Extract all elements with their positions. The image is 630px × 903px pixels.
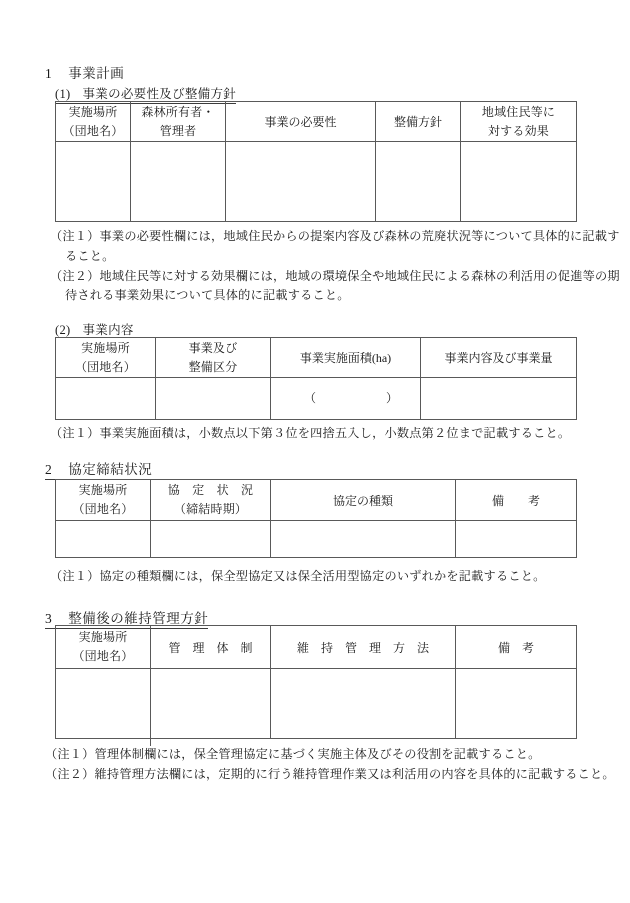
header-location-line1: 実施場所 bbox=[68, 104, 118, 119]
cell-local-resident-effect bbox=[461, 142, 577, 222]
cell-management-system bbox=[151, 669, 271, 739]
header-agreement-status-line2: （締結時期） bbox=[173, 502, 248, 516]
cell-agreement-type bbox=[271, 521, 456, 558]
cell-project-category bbox=[156, 378, 271, 420]
section-2-heading bbox=[45, 458, 152, 480]
maintenance-policy-table bbox=[55, 625, 577, 739]
subsection-1-2-number: (2) bbox=[55, 323, 71, 337]
header-local-resident-effect-line1: 地域住民等に bbox=[481, 104, 556, 119]
header-forest-owner-line1: 森林所有者・ bbox=[141, 104, 215, 119]
section-1-title: 事業計画 bbox=[68, 66, 125, 81]
header-location-line1: 実施場所 bbox=[78, 630, 128, 644]
notes-project-content bbox=[50, 424, 570, 444]
header-project-volume: 事業内容及び事業量 bbox=[421, 338, 577, 378]
header-location-line2: （団地名） bbox=[74, 359, 136, 374]
note-line: （注２）維持管理方法欄には，定期的に行う維持管理作業又は利活用の内容を具体的に記載すること。 bbox=[45, 766, 615, 781]
section-1-heading bbox=[45, 62, 124, 82]
header-local-resident-effect-line2: 対する効果 bbox=[487, 123, 549, 138]
header-agreement-type: 協定の種類 bbox=[271, 480, 456, 521]
note-line: 待される事業効果について具体的に記載すること。 bbox=[65, 288, 350, 303]
maintenance-policy-body-row bbox=[56, 669, 577, 739]
header-location-line1: 実施場所 bbox=[81, 340, 130, 355]
section-2-number: 2 bbox=[45, 462, 53, 477]
cell-improvement-policy bbox=[376, 142, 461, 222]
header-project-category-line1: 事業及び bbox=[188, 340, 238, 355]
cell-remarks bbox=[456, 521, 577, 558]
cell-location bbox=[56, 521, 151, 558]
agreement-status-header-row bbox=[56, 480, 577, 521]
subsection-1-1-title: 事業の必要性及び整備方針 bbox=[82, 87, 237, 101]
agreement-status-table bbox=[55, 479, 577, 558]
section-1-number: 1 bbox=[45, 66, 53, 81]
cell-location bbox=[56, 669, 151, 739]
necessity-policy-header-row bbox=[56, 102, 577, 142]
cell-forest-owner bbox=[131, 142, 226, 222]
note-line: （注１）事業の必要性欄には，地域住民からの提案内容及び森林の荒廃状況等について具体的に記載す bbox=[50, 229, 620, 243]
header-forest-owner bbox=[131, 102, 226, 142]
header-local-resident-effect bbox=[461, 102, 577, 142]
section-3-number: 3 bbox=[45, 611, 53, 626]
header-remarks: 備 考 bbox=[456, 480, 577, 521]
project-content-body-row bbox=[56, 378, 577, 420]
note-line: （注１）事業実施面積は，小数点以下第３位を四捨五入し，小数点第２位まで記載すること。 bbox=[50, 426, 571, 440]
cell-project-volume bbox=[421, 378, 577, 420]
subsection-1-1-number: (1) bbox=[55, 87, 71, 101]
note-line: （注２）地域住民等に対する効果欄には，地域の環境保全や地域住民による森林の利活用の促進等の期 bbox=[50, 268, 620, 283]
note-line: （注１）管理体制欄には，保全管理協定に基づく実施主体及びその役割を記載すること。 bbox=[45, 747, 541, 761]
header-agreement-status bbox=[151, 480, 271, 521]
note-line: ること。 bbox=[65, 248, 115, 263]
header-management-system: 管 理 体 制 bbox=[151, 626, 271, 669]
notes-agreement-status bbox=[50, 567, 546, 587]
header-remarks: 備 考 bbox=[456, 626, 577, 669]
header-location bbox=[56, 626, 151, 669]
notes-maintenance-policy bbox=[45, 745, 615, 785]
close-paren: ） bbox=[385, 390, 398, 405]
necessity-policy-table bbox=[55, 101, 577, 222]
header-project-category-line2: 整備区分 bbox=[188, 359, 238, 374]
notes-necessity-policy bbox=[50, 227, 620, 306]
project-content-table bbox=[55, 337, 577, 420]
header-maintenance-method: 維 持 管 理 方 法 bbox=[271, 626, 456, 669]
subsection-1-2-title: 事業内容 bbox=[82, 323, 134, 337]
cell-maintenance-method bbox=[271, 669, 456, 739]
header-project-category bbox=[156, 338, 271, 378]
cell-location bbox=[56, 378, 156, 420]
section-3-title: 整備後の維持管理方針 bbox=[68, 611, 209, 626]
maintenance-policy-header-row bbox=[56, 626, 577, 669]
header-project-area: 事業実施面積(ha) bbox=[271, 338, 421, 378]
subsection-1-2-heading bbox=[55, 320, 134, 338]
cell-project-necessity bbox=[226, 142, 376, 222]
header-agreement-status-line1: 協 定 状 況 bbox=[167, 483, 254, 497]
header-location bbox=[56, 102, 131, 142]
header-improvement-policy: 整備方針 bbox=[376, 102, 461, 142]
header-location bbox=[56, 338, 156, 378]
cell-remarks bbox=[456, 669, 577, 739]
header-location-line2: （団地名） bbox=[72, 502, 134, 516]
header-location-line2: （団地名） bbox=[62, 123, 124, 138]
header-forest-owner-line2: 管理者 bbox=[159, 123, 197, 138]
cell-location bbox=[56, 142, 131, 222]
note-line: （注１）協定の種類欄には，保全型協定又は保全活用型協定のいずれかを記載すること。 bbox=[50, 569, 546, 583]
section-2-title: 協定締結状況 bbox=[68, 462, 153, 477]
area-subtotal-parentheses bbox=[271, 389, 420, 409]
open-paren: （ bbox=[303, 390, 316, 405]
header-project-necessity: 事業の必要性 bbox=[226, 102, 376, 142]
necessity-policy-body-row bbox=[56, 142, 577, 222]
cell-agreement-status bbox=[151, 521, 271, 558]
cell-project-area bbox=[271, 378, 421, 420]
agreement-status-body-row bbox=[56, 521, 577, 558]
header-location-line1: 実施場所 bbox=[78, 483, 128, 497]
header-location-line2: （団地名） bbox=[72, 649, 134, 663]
header-location bbox=[56, 480, 151, 521]
project-content-header-row bbox=[56, 338, 577, 378]
